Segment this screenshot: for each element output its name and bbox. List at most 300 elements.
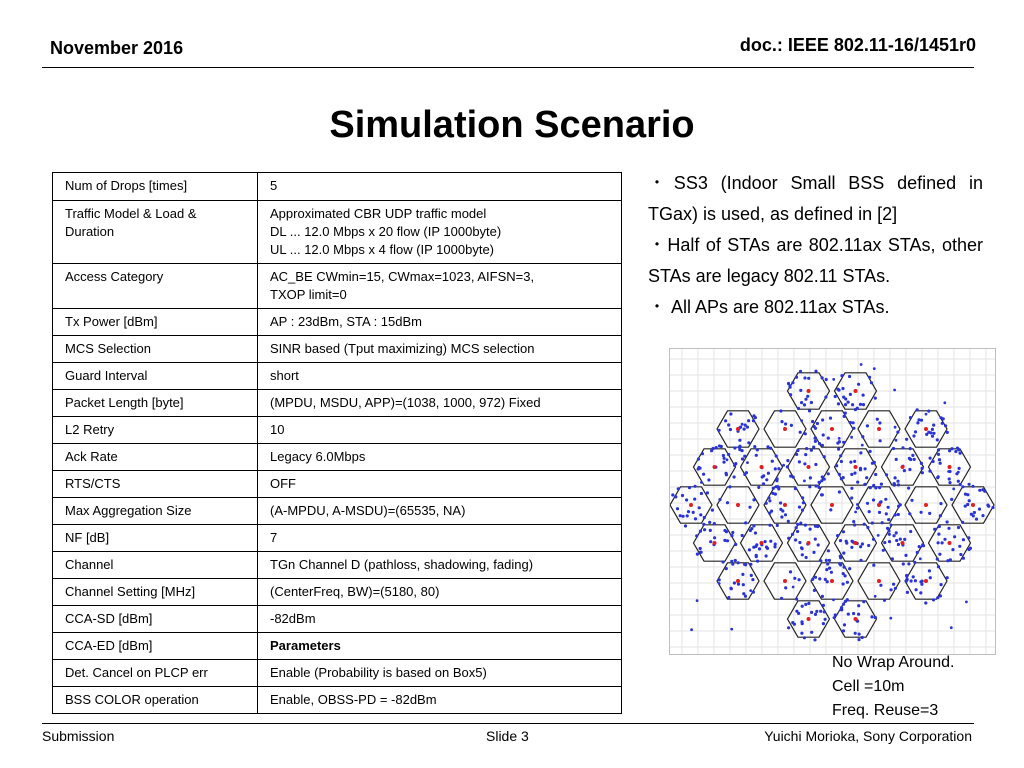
sta-marker <box>843 566 846 569</box>
sta-marker <box>757 486 760 489</box>
sta-marker <box>733 475 736 478</box>
ap-marker <box>713 541 717 545</box>
sta-marker <box>693 498 696 501</box>
sta-marker <box>907 487 910 490</box>
sta-marker <box>801 605 804 608</box>
sta-marker <box>765 546 768 549</box>
sta-marker <box>827 437 830 440</box>
sta-marker <box>718 429 721 432</box>
sta-marker <box>773 545 776 548</box>
sta-marker <box>896 431 899 434</box>
param-value-cell <box>258 390 622 417</box>
param-name-cell: Num of Drops [times] <box>53 173 258 201</box>
sta-marker <box>968 499 971 502</box>
sta-marker <box>728 485 731 488</box>
sta-marker <box>861 435 864 438</box>
sta-marker <box>685 498 688 501</box>
sta-marker <box>873 461 876 464</box>
sta-marker <box>914 579 917 582</box>
sta-marker <box>872 564 875 567</box>
sta-marker <box>784 513 787 516</box>
sta-marker <box>938 458 941 461</box>
sta-marker <box>794 487 797 490</box>
sta-marker <box>787 520 790 523</box>
sta-marker <box>884 498 887 501</box>
sta-marker <box>815 610 818 613</box>
sta-marker <box>814 613 817 616</box>
sta-marker <box>811 578 814 581</box>
sta-marker <box>765 554 768 557</box>
sta-marker <box>850 546 853 549</box>
sta-marker <box>755 543 758 546</box>
param-name-cell: NF [dB] <box>53 525 258 552</box>
sta-marker <box>859 403 862 406</box>
param-value-cell <box>258 201 622 264</box>
note-cell: Cell =10m <box>832 678 905 695</box>
sta-marker <box>754 531 757 534</box>
sta-marker <box>726 458 729 461</box>
sta-marker <box>797 407 800 410</box>
sta-marker <box>932 598 935 601</box>
sta-marker <box>810 449 813 452</box>
sta-marker <box>708 521 711 524</box>
sta-marker <box>897 513 900 516</box>
sta-marker <box>799 431 802 434</box>
sta-marker <box>874 595 877 598</box>
sta-marker <box>978 489 981 492</box>
sta-marker <box>819 559 822 562</box>
table-row <box>53 336 622 363</box>
sta-marker <box>969 547 972 550</box>
param-value-cell <box>258 417 622 444</box>
param-value-line: Enable, OBSS-PD = -82dBm <box>270 692 437 707</box>
sta-marker <box>880 483 883 486</box>
sta-marker <box>886 527 889 530</box>
sta-marker <box>937 565 940 568</box>
param-value-line: UL ... 12.0 Mbps x 4 flow (IP 1000byte) <box>270 242 495 257</box>
sta-marker <box>823 610 826 613</box>
sta-marker <box>699 530 702 533</box>
param-value-line: Legacy 6.0Mbps <box>270 449 366 464</box>
sta-marker <box>928 512 931 515</box>
sta-marker <box>839 556 842 559</box>
sta-marker <box>786 465 789 468</box>
ap-marker <box>807 541 811 545</box>
param-name-cell: Traffic Model & Load & Duration <box>53 201 258 264</box>
sta-marker <box>887 506 890 509</box>
sta-marker <box>917 418 920 421</box>
sta-marker <box>769 447 772 450</box>
sta-marker <box>836 388 839 391</box>
sta-marker <box>876 418 879 421</box>
sta-marker <box>853 472 856 475</box>
sta-marker <box>860 363 863 366</box>
sta-marker <box>687 510 690 513</box>
sta-marker <box>749 563 752 566</box>
sta-marker <box>927 410 930 413</box>
sta-marker <box>908 468 911 471</box>
sta-marker <box>808 409 811 412</box>
sta-marker <box>852 427 855 430</box>
param-name-cell: Channel <box>53 552 258 579</box>
sta-marker <box>864 467 867 470</box>
sta-marker <box>727 453 730 456</box>
sta-marker <box>803 462 806 465</box>
sta-marker <box>910 579 913 582</box>
table-row <box>53 471 622 498</box>
sta-marker <box>784 422 787 425</box>
sta-marker <box>774 493 777 496</box>
sta-marker <box>782 464 785 467</box>
sta-marker <box>796 449 799 452</box>
sta-marker <box>981 514 984 517</box>
param-value-line: (MPDU, MSDU, APP)=(1038, 1000, 972) Fixed <box>270 395 541 410</box>
sta-marker <box>849 461 852 464</box>
sta-marker <box>922 544 925 547</box>
sta-marker <box>849 421 852 424</box>
sta-marker <box>821 418 824 421</box>
sta-marker <box>796 523 799 526</box>
sta-marker <box>777 467 780 470</box>
sta-marker <box>913 561 916 564</box>
sta-marker <box>707 478 710 481</box>
sta-marker <box>725 567 728 570</box>
sta-marker <box>858 633 861 636</box>
ap-marker <box>854 541 858 545</box>
sta-marker <box>793 623 796 626</box>
sta-marker <box>932 432 935 435</box>
sta-marker <box>809 476 812 479</box>
param-name-cell: RTS/CTS <box>53 471 258 498</box>
sta-marker <box>943 401 946 404</box>
ap-marker <box>854 389 858 393</box>
table-row <box>53 201 622 264</box>
param-value-line: (CenterFreq, BW)=(5180, 80) <box>270 584 440 599</box>
sta-marker <box>909 416 912 419</box>
param-value-line: OFF <box>270 476 296 491</box>
bullet-ss3: ・SS3 (Indoor Small BSS defined in TGax) is used, as defined in [2] <box>648 173 983 224</box>
param-value-cell <box>258 660 622 687</box>
sta-marker <box>727 596 730 599</box>
sta-marker <box>694 485 697 488</box>
sta-marker <box>904 554 907 557</box>
sta-marker <box>903 469 906 472</box>
sta-marker <box>813 638 816 641</box>
sta-marker <box>848 375 851 378</box>
sta-marker <box>909 458 912 461</box>
table-row <box>53 390 622 417</box>
sta-marker <box>774 543 777 546</box>
param-name-cell: Max Aggregation Size <box>53 498 258 525</box>
sta-marker <box>725 472 728 475</box>
sta-marker <box>891 557 894 560</box>
sta-marker <box>869 486 872 489</box>
sta-marker <box>722 461 725 464</box>
param-value-line: 10 <box>270 422 285 437</box>
sta-marker <box>826 562 829 565</box>
sta-marker <box>936 558 939 561</box>
param-value-line: Enable (Probability is based on Box5) <box>270 665 487 680</box>
sta-marker <box>767 472 770 475</box>
sta-marker <box>932 460 935 463</box>
sta-marker <box>850 473 853 476</box>
sta-marker <box>953 535 956 538</box>
ap-marker <box>807 465 811 469</box>
sta-marker <box>845 540 848 543</box>
sta-marker <box>715 446 718 449</box>
sta-marker <box>822 622 825 625</box>
sta-marker <box>824 618 827 621</box>
sta-marker <box>838 440 841 443</box>
sta-marker <box>950 626 953 629</box>
sta-marker <box>789 570 792 573</box>
ap-marker <box>807 617 811 621</box>
param-value-cell <box>258 336 622 363</box>
sta-marker <box>893 389 896 392</box>
sta-marker <box>857 638 860 641</box>
sta-marker <box>861 444 864 447</box>
sta-marker <box>870 381 873 384</box>
sta-marker <box>706 491 709 494</box>
sta-marker <box>878 511 881 514</box>
sta-marker <box>791 381 794 384</box>
sta-marker <box>857 383 860 386</box>
sta-marker <box>913 458 916 461</box>
sta-marker <box>679 514 682 517</box>
sta-marker <box>895 531 898 534</box>
sta-marker <box>862 394 865 397</box>
sta-marker <box>854 632 857 635</box>
param-value-line: 5 <box>270 178 278 193</box>
sta-marker <box>814 370 817 373</box>
sta-marker <box>697 458 700 461</box>
param-value-line: AP : 23dBm, STA : 15dBm <box>270 314 422 329</box>
sta-marker <box>825 559 828 562</box>
sta-marker <box>756 560 759 563</box>
sta-marker <box>936 476 939 479</box>
sta-marker <box>975 518 978 521</box>
param-value-cell <box>258 525 622 552</box>
sta-marker <box>959 452 962 455</box>
sta-marker <box>847 613 850 616</box>
footer-slide-number: Slide 3 <box>486 728 529 744</box>
sta-marker <box>939 514 942 517</box>
param-value-cell <box>258 633 622 660</box>
sta-marker <box>882 549 885 552</box>
sta-marker <box>824 578 827 581</box>
sta-marker <box>749 589 752 592</box>
sta-marker <box>896 480 899 483</box>
sta-marker <box>843 415 846 418</box>
param-value-line: short <box>270 368 299 383</box>
sta-marker <box>800 419 803 422</box>
sta-marker <box>774 467 777 470</box>
sta-marker <box>743 428 746 431</box>
sta-marker <box>827 472 830 475</box>
sta-marker <box>807 602 810 605</box>
sta-marker <box>682 515 685 518</box>
sta-marker <box>734 543 737 546</box>
sta-marker <box>756 448 759 451</box>
sta-marker <box>939 502 942 505</box>
sta-marker <box>958 545 961 548</box>
ap-marker <box>877 579 881 583</box>
sta-marker <box>905 580 908 583</box>
param-value-cell <box>258 363 622 390</box>
sta-marker <box>779 409 782 412</box>
sta-marker <box>837 448 840 451</box>
sta-marker <box>733 581 736 584</box>
sta-marker <box>832 378 835 381</box>
sta-marker <box>966 503 969 506</box>
sta-marker <box>814 427 817 430</box>
footer-submission: Submission <box>42 728 115 744</box>
param-value-cell <box>258 579 622 606</box>
sta-marker <box>805 556 808 559</box>
sta-marker <box>879 584 882 587</box>
sta-marker <box>894 426 897 429</box>
sta-marker <box>822 604 825 607</box>
sta-marker <box>823 455 826 458</box>
sta-marker <box>847 401 850 404</box>
sta-marker <box>747 419 750 422</box>
sta-marker <box>854 408 857 411</box>
sta-marker <box>684 524 687 527</box>
sta-marker <box>892 447 895 450</box>
sta-marker <box>795 526 798 529</box>
sta-marker <box>723 539 726 542</box>
sta-marker <box>765 502 768 505</box>
sta-marker <box>937 453 940 456</box>
sta-marker <box>771 460 774 463</box>
sta-marker <box>848 567 851 570</box>
sta-marker <box>810 401 813 404</box>
sta-marker <box>784 586 787 589</box>
sta-marker <box>938 525 941 528</box>
sta-marker <box>789 393 792 396</box>
sta-marker <box>743 563 746 566</box>
sta-marker <box>718 582 721 585</box>
sta-marker <box>924 601 927 604</box>
sta-marker <box>840 460 843 463</box>
sta-marker <box>775 454 778 457</box>
sta-marker <box>874 397 877 400</box>
sta-marker <box>951 548 954 551</box>
param-name-cell: Guard Interval <box>53 363 258 390</box>
sta-marker <box>931 435 934 438</box>
sta-marker <box>872 484 875 487</box>
ap-marker <box>783 503 787 507</box>
parameter-table <box>52 172 622 714</box>
bullet-list <box>648 168 983 323</box>
sta-marker <box>842 476 845 479</box>
sta-marker <box>856 503 859 506</box>
sta-marker <box>888 533 891 536</box>
sta-marker <box>842 441 845 444</box>
sta-marker <box>943 538 946 541</box>
param-value-line: 7 <box>270 530 278 545</box>
sta-marker <box>741 457 744 460</box>
sta-marker <box>881 521 884 524</box>
sta-marker <box>851 540 854 543</box>
sta-marker <box>946 576 949 579</box>
sta-marker <box>877 534 880 537</box>
sta-marker <box>866 502 869 505</box>
sta-marker <box>916 551 919 554</box>
param-name-cell: MCS Selection <box>53 336 258 363</box>
sta-marker <box>859 559 862 562</box>
sta-marker <box>863 523 866 526</box>
sta-marker <box>799 370 802 373</box>
ap-marker <box>736 579 740 583</box>
sta-marker <box>948 477 951 480</box>
param-name-cell: Ack Rate <box>53 444 258 471</box>
sta-marker <box>695 534 698 537</box>
sta-marker <box>905 575 908 578</box>
sta-marker <box>814 463 817 466</box>
sta-marker <box>804 398 807 401</box>
sta-marker <box>718 578 721 581</box>
sta-marker <box>957 471 960 474</box>
sta-marker <box>965 601 968 604</box>
sta-marker <box>789 475 792 478</box>
sta-marker <box>841 387 844 390</box>
table-row <box>53 363 622 390</box>
sta-marker <box>948 481 951 484</box>
sta-marker <box>852 520 855 523</box>
table-row <box>53 525 622 552</box>
sta-marker <box>983 490 986 493</box>
param-value-cell <box>258 498 622 525</box>
ap-marker <box>924 579 928 583</box>
sta-marker <box>894 476 897 479</box>
sta-marker <box>803 480 806 483</box>
sta-marker <box>833 616 836 619</box>
param-value-cell <box>258 471 622 498</box>
sta-marker <box>895 439 898 442</box>
sta-marker <box>694 517 697 520</box>
sta-marker <box>964 493 967 496</box>
sta-marker <box>931 428 934 431</box>
sta-marker <box>803 636 806 639</box>
param-value-line: DL ... 12.0 Mbps x 20 flow (IP 1000byte) <box>270 224 502 239</box>
sta-marker <box>889 617 892 620</box>
param-name-cell: Access Category <box>53 264 258 309</box>
sta-marker <box>867 544 870 547</box>
sta-marker <box>933 528 936 531</box>
sta-marker <box>928 470 931 473</box>
sta-marker <box>897 543 900 546</box>
sta-marker <box>958 467 961 470</box>
param-value-line: Parameters <box>270 638 341 653</box>
table-row <box>53 173 622 201</box>
sta-marker <box>818 481 821 484</box>
sta-marker <box>804 603 807 606</box>
sta-marker <box>758 547 761 550</box>
ap-marker <box>854 465 858 469</box>
ap-marker <box>736 427 740 431</box>
sta-marker <box>755 555 758 558</box>
sta-marker <box>844 600 847 603</box>
sta-marker <box>870 615 873 618</box>
sta-marker <box>915 588 918 591</box>
sta-marker <box>846 581 849 584</box>
sta-marker <box>925 433 928 436</box>
sta-marker <box>741 573 744 576</box>
param-name-cell: CCA-SD [dBm] <box>53 606 258 633</box>
sta-marker <box>991 506 994 509</box>
param-name-cell: BSS COLOR operation <box>53 687 258 714</box>
